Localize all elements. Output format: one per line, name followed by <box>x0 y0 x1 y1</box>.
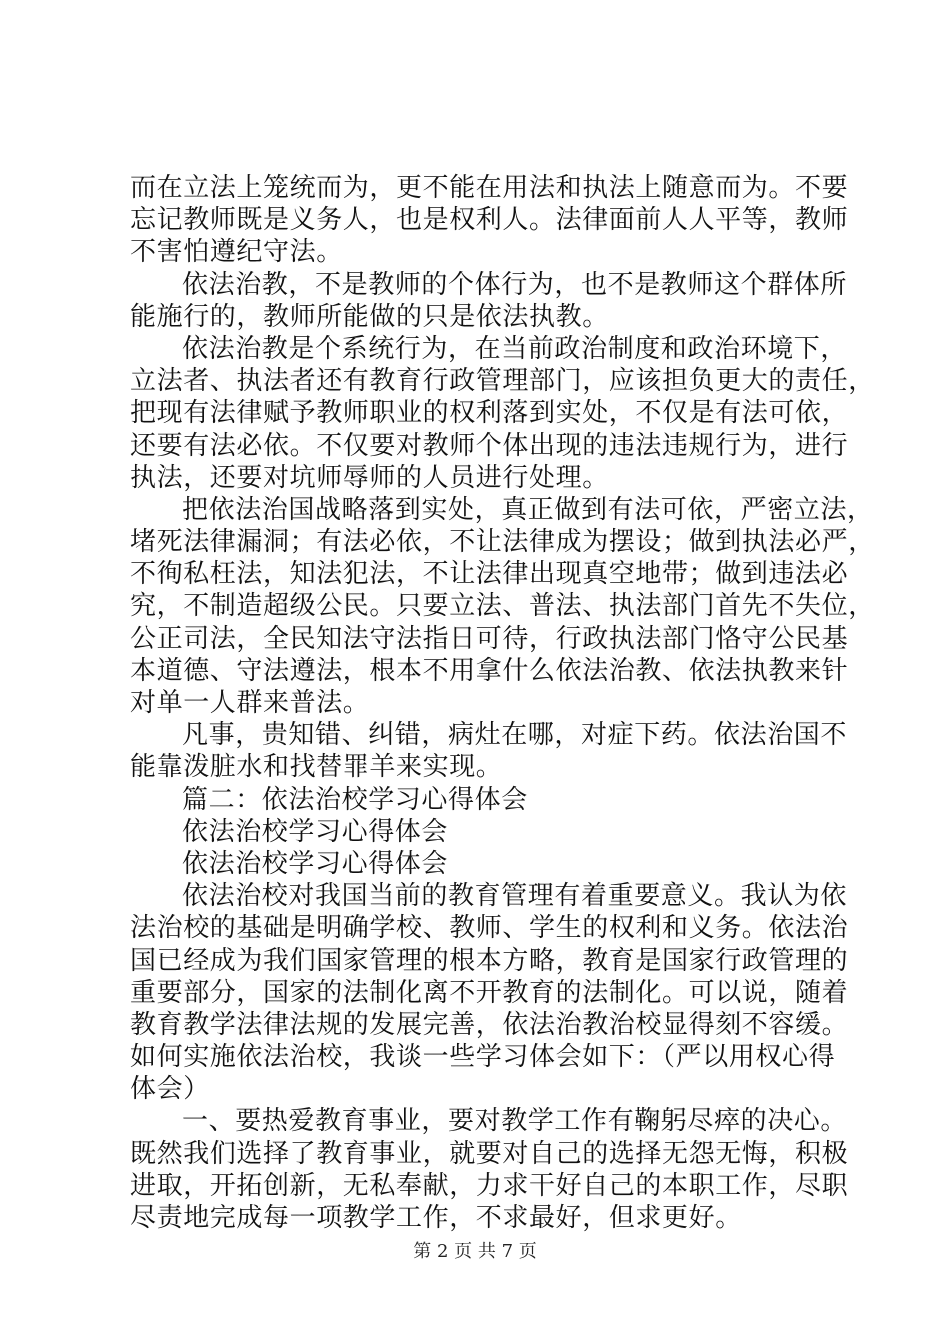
text-line: 重要部分，国家的法制化离不开教育的法制化。可以说，随着 <box>130 977 849 1008</box>
text-line: 能靠泼脏水和找替罪羊来实现。 <box>130 752 503 783</box>
text-line: 法治校的基础是明确学校、教师、学生的权利和义务。依法治 <box>130 913 849 944</box>
text-line: 如何实施依法治校，我谈一些学习体会如下：（严以用权心得 <box>130 1042 836 1073</box>
text-line: 体会） <box>130 1074 210 1105</box>
document-body <box>130 172 875 1234</box>
text-line: 公正司法，全民知法守法指日可待，行政执法部门恪守公民基 <box>130 623 849 654</box>
text-line: 本道德、守法遵法，根本不用拿什么依法治教、依法执教来针 <box>130 655 849 686</box>
text-line: 还要有法必依。不仅要对教师个体出现的违法违规行为，进行 <box>130 430 849 461</box>
text-line: 对单一人群来普法。 <box>130 688 370 718</box>
text-line: 不徇私枉法，知法犯法，不让法律出现真空地带；做到违法必 <box>130 559 849 590</box>
text-line: 把现有法律赋予教师职业的权利落到实处，不仅是有法可依， <box>130 398 849 429</box>
text-line: 既然我们选择了教育事业，就要对自己的选择无怨无悔，积极 <box>130 1138 849 1169</box>
paragraph-first-line: 依法治校对我国当前的教育管理有着重要意义。我认为依 <box>182 881 848 912</box>
paragraph-first-line: 依法治教，不是教师的个体行为，也不是教师这个群体所 <box>182 269 848 300</box>
text-line: 堵死法律漏洞；有法必依，不让法律成为摆设；做到执法必严， <box>130 527 875 558</box>
page-number-footer: 第 2 页 共 7 页 <box>413 1241 537 1262</box>
text-line: 能施行的，教师所能做的只是依法执教。 <box>130 301 609 332</box>
text-line: 忘记教师既是义务人，也是权利人。法律面前人人平等，教师 <box>130 205 849 236</box>
section-heading: 篇二：依法治校学习心得体会 <box>182 784 528 815</box>
text-line: 不害怕遵纪守法。 <box>130 237 343 268</box>
article-title: 依法治校学习心得体会 <box>182 848 449 879</box>
paragraph-first-line: 把依法治国战略落到实处，真正做到有法可依，严密立法， <box>182 494 874 525</box>
text-line: 教育教学法律法规的发展完善，依法治教治校显得刻不容缓。 <box>130 1009 849 1040</box>
text-line: 而在立法上笼统而为，更不能在用法和执法上随意而为。不要 <box>130 173 849 203</box>
paragraph-first-line: 凡事，贵知错、纠错，病灶在哪，对症下药。依法治国不 <box>182 720 848 751</box>
text-line: 立法者、执法者还有教育行政管理部门，应该担负更大的责任， <box>130 366 875 397</box>
text-line: 尽责地完成每一项教学工作，不求最好，但求更好。 <box>130 1203 742 1233</box>
text-line: 执法，还要对坑师辱师的人员进行处理。 <box>130 462 609 493</box>
paragraph-first-line: 依法治教是个系统行为，在当前政治制度和政治环境下， <box>182 333 848 364</box>
article-title: 依法治校学习心得体会 <box>182 816 449 847</box>
text-line: 究，不制造超级公民。只要立法、普法、执法部门首先不失位， <box>130 591 875 622</box>
paragraph-first-line: 一、要热爱教育事业，要对教学工作有鞠躬尽瘁的决心。 <box>182 1106 848 1137</box>
text-line: 进取，开拓创新，无私奉献，力求干好自己的本职工作，尽职 <box>130 1170 849 1201</box>
text-line: 国已经成为我们国家管理的根本方略，教育是国家行政管理的 <box>130 945 849 976</box>
